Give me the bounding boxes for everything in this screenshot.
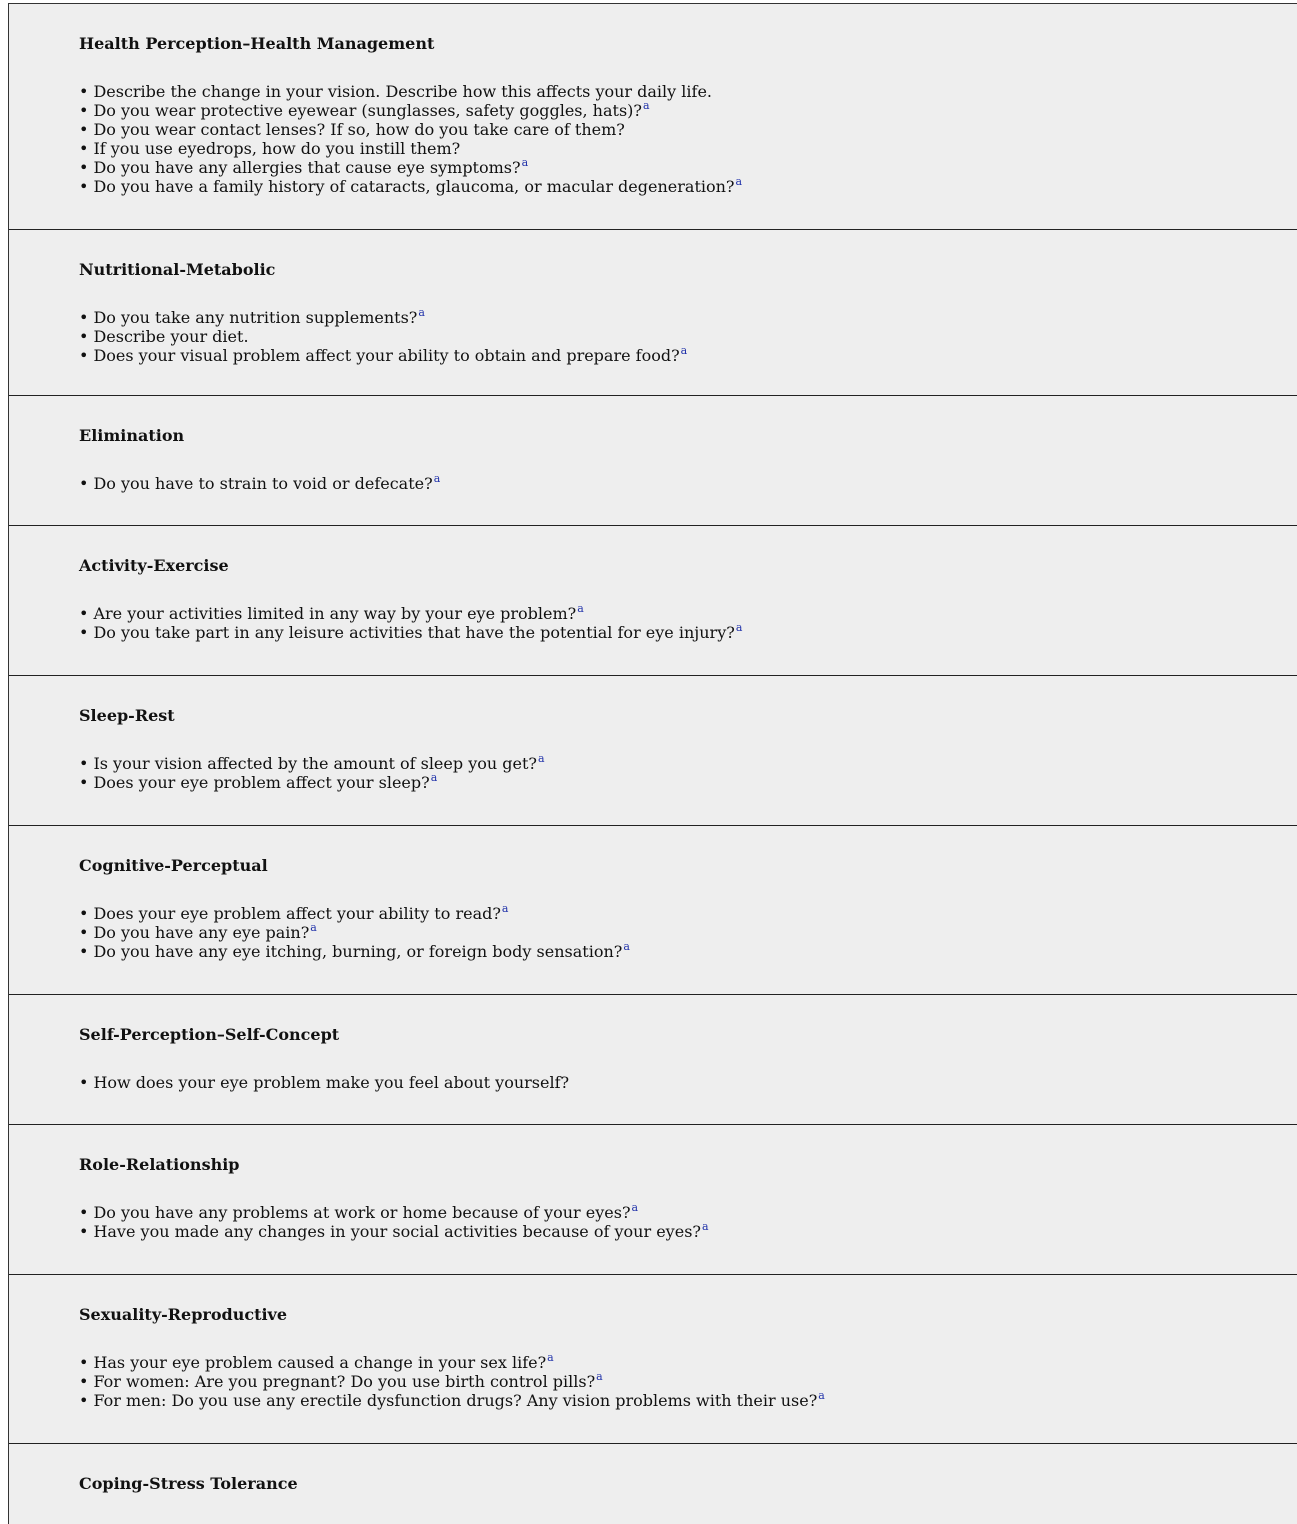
question-list xyxy=(79,1353,825,1410)
question-item xyxy=(79,158,742,177)
question-list xyxy=(79,604,742,642)
question-text: Do you have any eye itching, burning, or foreign body sensation? xyxy=(93,942,623,961)
bullet-icon: • xyxy=(79,120,89,139)
question-item xyxy=(79,327,687,346)
section-elimination xyxy=(9,396,1297,526)
question-item xyxy=(79,942,630,961)
bullet-icon: • xyxy=(79,623,89,642)
question-list xyxy=(79,82,742,196)
section-heading: Sleep-Rest xyxy=(79,706,175,725)
bullet-icon: • xyxy=(79,101,89,120)
question-text: Have you made any changes in your social activities because of your eyes? xyxy=(93,1222,701,1241)
section-heading: Coping-Stress Tolerance xyxy=(79,1474,298,1493)
question-item xyxy=(79,904,630,923)
bullet-icon: • xyxy=(79,1203,89,1222)
question-text: Describe your diet. xyxy=(93,327,249,346)
question-item xyxy=(79,1073,569,1092)
section-self-perception-self-concept xyxy=(9,995,1297,1125)
footnote-marker[interactable]: a xyxy=(430,771,438,784)
question-text: Has your eye problem caused a change in your sex life? xyxy=(93,1353,547,1372)
section-heading: Cognitive-Perceptual xyxy=(79,856,268,875)
bullet-icon: • xyxy=(79,139,89,158)
bullet-icon: • xyxy=(79,1391,89,1410)
question-text: How does your eye problem make you feel about yourself? xyxy=(93,1073,570,1092)
section-heading: Nutritional-Metabolic xyxy=(79,260,276,279)
question-list xyxy=(79,308,687,365)
question-list xyxy=(79,754,545,792)
question-list xyxy=(79,474,440,493)
question-text: Do you have a family history of cataracts, glaucoma, or macular degeneration? xyxy=(93,177,735,196)
section-heading: Sexuality-Reproductive xyxy=(79,1305,288,1324)
question-text: Do you have to strain to void or defecate? xyxy=(93,474,433,493)
question-item xyxy=(79,623,742,642)
question-text: Do you take part in any leisure activities that have the potential for eye injury? xyxy=(93,623,735,642)
footnote-marker[interactable]: a xyxy=(418,306,425,319)
bullet-icon: • xyxy=(79,346,89,365)
bullet-icon: • xyxy=(79,158,89,177)
question-text: Do you take any nutrition supplements? xyxy=(93,308,418,327)
question-text: Do you have any eye pain? xyxy=(93,923,310,942)
bullet-icon: • xyxy=(79,1372,89,1391)
section-cognitive-perceptual xyxy=(9,826,1297,995)
question-text: Do you have any allergies that cause eye symptoms? xyxy=(93,158,521,177)
question-text: Do you wear protective eyewear (sunglasses, safety goggles, hats)? xyxy=(93,101,642,120)
bullet-icon: • xyxy=(79,1073,89,1092)
bullet-icon: • xyxy=(79,923,89,942)
section-health-perception-health-management xyxy=(9,4,1297,230)
bullet-icon: • xyxy=(79,604,89,623)
question-item xyxy=(79,754,545,773)
bullet-icon: • xyxy=(79,1353,89,1372)
section-heading: Role-Relationship xyxy=(79,1155,240,1174)
question-item xyxy=(79,1391,825,1410)
section-heading: Activity-Exercise xyxy=(79,556,229,575)
question-item xyxy=(79,346,687,365)
footnote-marker[interactable]: a xyxy=(596,1370,603,1383)
footnote-marker[interactable]: a xyxy=(433,472,441,485)
footnote-marker[interactable]: a xyxy=(577,602,584,615)
section-heading: Self-Perception–Self-Concept xyxy=(79,1025,340,1044)
bullet-icon: • xyxy=(79,773,89,792)
bullet-icon: • xyxy=(79,904,89,923)
question-item xyxy=(79,120,742,139)
footnote-marker[interactable]: a xyxy=(701,1220,709,1233)
bullet-icon: • xyxy=(79,754,89,773)
question-item xyxy=(79,923,630,942)
section-role-relationship xyxy=(9,1125,1297,1275)
footnote-marker[interactable]: a xyxy=(521,156,529,169)
footnote-marker[interactable]: a xyxy=(818,1389,825,1402)
footnote-marker[interactable]: a xyxy=(537,752,545,765)
question-text: Does your eye problem affect your sleep? xyxy=(93,773,430,792)
question-item xyxy=(79,1372,825,1391)
footnote-marker[interactable]: a xyxy=(310,921,317,934)
section-heading: Health Perception–Health Management xyxy=(79,34,435,53)
question-item xyxy=(79,177,742,196)
question-text: Describe the change in your vision. Describe how this affects your daily life. xyxy=(93,82,712,101)
question-item xyxy=(79,604,742,623)
section-nutritional-metabolic xyxy=(9,230,1297,396)
bullet-icon: • xyxy=(79,1222,89,1241)
question-list xyxy=(79,904,630,961)
footnote-marker[interactable]: a xyxy=(735,175,743,188)
footnote-marker[interactable]: a xyxy=(735,621,743,634)
question-item xyxy=(79,101,742,120)
question-text: If you use eyedrops, how do you instill them? xyxy=(93,139,461,158)
bullet-icon: • xyxy=(79,942,89,961)
assessment-table xyxy=(8,3,1297,1524)
bullet-icon: • xyxy=(79,177,89,196)
bullet-icon: • xyxy=(79,327,89,346)
footnote-marker[interactable]: a xyxy=(680,344,688,357)
question-item xyxy=(79,773,545,792)
question-list xyxy=(79,1203,709,1241)
footnote-marker[interactable]: a xyxy=(631,1201,639,1214)
question-text: Do you have any problems at work or home because of your eyes? xyxy=(93,1203,631,1222)
section-coping-stress-tolerance xyxy=(9,1444,1297,1524)
question-text: For men: Do you use any erectile dysfunction drugs? Any vision problems with their use? xyxy=(93,1391,818,1410)
question-item xyxy=(79,308,687,327)
section-sexuality-reproductive xyxy=(9,1275,1297,1444)
bullet-icon: • xyxy=(79,308,89,327)
footnote-marker[interactable]: a xyxy=(547,1351,554,1364)
question-item xyxy=(79,474,440,493)
question-item xyxy=(79,1222,709,1241)
footnote-marker[interactable]: a xyxy=(642,99,650,112)
question-item xyxy=(79,1353,825,1372)
bullet-icon: • xyxy=(79,82,89,101)
bullet-icon: • xyxy=(79,474,89,493)
section-sleep-rest xyxy=(9,676,1297,826)
section-heading: Elimination xyxy=(79,426,185,445)
footnote-marker[interactable]: a xyxy=(623,940,630,953)
footnote-marker[interactable]: a xyxy=(501,902,509,915)
question-item xyxy=(79,1203,709,1222)
question-text: Does your eye problem affect your ability to read? xyxy=(93,904,501,923)
section-activity-exercise xyxy=(9,526,1297,676)
question-text: Are your activities limited in any way by your eye problem? xyxy=(93,604,577,623)
question-text: For women: Are you pregnant? Do you use birth control pills? xyxy=(93,1372,596,1391)
question-list xyxy=(79,1073,569,1092)
question-text: Is your vision affected by the amount of sleep you get? xyxy=(93,754,537,773)
question-text: Do you wear contact lenses? If so, how do you take care of them? xyxy=(93,120,625,139)
question-text: Does your visual problem affect your ability to obtain and prepare food? xyxy=(93,346,680,365)
question-item xyxy=(79,139,742,158)
